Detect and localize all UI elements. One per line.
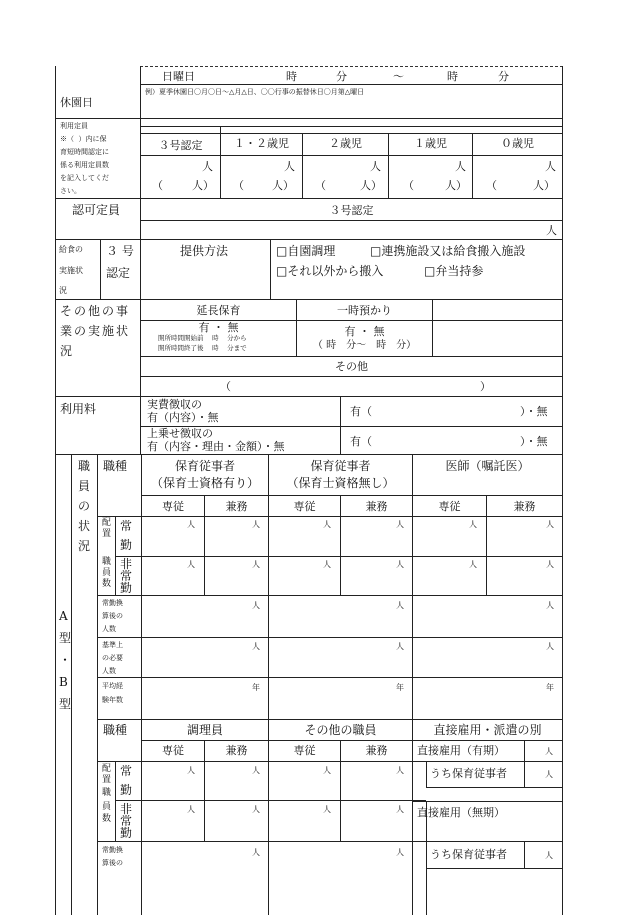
part-time-header: 兼務 — [365, 500, 388, 513]
unit-mark: 人 — [252, 520, 260, 529]
unit-mark: 人 — [396, 805, 404, 814]
unit-mark: 人 — [546, 520, 554, 529]
assigned-staff-label: 数 — [102, 814, 112, 824]
job-type-label-2: 職種 — [103, 723, 128, 737]
full-time-header: 専従 — [438, 500, 461, 513]
paren-open: （ — [486, 179, 497, 192]
type-ab-label: B — [59, 675, 68, 689]
unit-mark: 人 — [469, 520, 477, 529]
nonregular-label: 常 — [120, 569, 133, 583]
nonregular-label: 非 — [120, 557, 133, 571]
meal-option-bento[interactable]: □弁当持参 — [424, 264, 484, 278]
unit-mark: 人 — [252, 848, 260, 857]
assigned-staff-label: 配 — [102, 518, 112, 528]
approved-type3-header: ３号認定 — [329, 204, 374, 217]
nonregular-label: 勤 — [120, 826, 133, 840]
unit-mark: 人 — [546, 560, 554, 569]
required-label: の必要 — [102, 654, 123, 662]
part-time-header: 兼務 — [225, 500, 248, 513]
unit-mark: 人 — [396, 560, 404, 569]
capacity-header-1-2: １・２歳児 — [234, 137, 289, 150]
direct-fixed-term: 直接雇用（有期） — [417, 744, 505, 757]
capacity-note-line: ※（ ）内に保 — [60, 135, 107, 143]
job-type-label: 職種 — [103, 459, 128, 473]
other-label-line: 業の実施状 — [60, 324, 131, 338]
full-time-header: 専従 — [293, 500, 316, 513]
unit-mark: 人 — [252, 805, 260, 814]
assigned-staff-label: 数 — [102, 579, 112, 589]
fee-extra-line: 有（内容・理由・金額）・無 — [147, 440, 285, 453]
fte-label: 算後の — [102, 859, 123, 867]
other-staff-header: その他の職員 — [304, 723, 377, 737]
unit-mark: 人 — [396, 766, 404, 775]
approved-capacity-label: 認可定員 — [72, 203, 121, 217]
type-ab-label: 型 — [59, 631, 72, 645]
required-label: 人数 — [102, 667, 116, 675]
tilde: ～ — [393, 70, 404, 83]
capacity-header-0: ０歳児 — [501, 137, 534, 150]
meal-option-other[interactable]: □それ以外から搬入 — [276, 264, 384, 278]
assigned-staff-label: 置 — [102, 529, 112, 539]
full-time-header: 専従 — [162, 744, 184, 757]
capacity-unit: 人 — [370, 160, 381, 173]
regular-label: 勤 — [120, 538, 133, 552]
capacity-unit: 人 — [545, 160, 556, 173]
staff-status-label: 員 — [78, 479, 91, 493]
paren-open: （ — [233, 179, 244, 192]
childcare-qualified-header: 保育従事者 — [174, 459, 235, 473]
fte-label: 常勤換 — [102, 599, 123, 607]
extended-yes-no: 有 ・ 無 — [198, 321, 239, 334]
regular-label: 勤 — [120, 783, 133, 797]
other-label-line: その他の事 — [60, 304, 131, 318]
cook-header: 調理員 — [186, 723, 223, 737]
capacity-header-1: １歳児 — [414, 137, 447, 150]
extended-before-open: 開所時間開始前 時 分から — [158, 334, 247, 342]
direct-dispatch-header: 直接雇用・派遣の別 — [433, 723, 542, 737]
unit-mark: 人 — [323, 520, 331, 529]
unit-mark: 人 — [396, 601, 404, 610]
full-time-header: 専従 — [162, 500, 184, 513]
unit-mark: 人 — [546, 601, 554, 610]
meal-label-line: 況 — [59, 286, 67, 295]
type-ab-label: ・ — [59, 653, 72, 667]
unit-mark: 人 — [545, 851, 553, 860]
capacity-unit: 人 — [455, 160, 466, 173]
unit-mark: 人 — [396, 520, 404, 529]
fee-extra-no: ）・無 — [520, 435, 548, 448]
temporary-yes-no: 有 ・ 無 — [344, 325, 385, 338]
capacity-note-line: さい。 — [60, 187, 81, 195]
regular-label: 常 — [120, 519, 133, 533]
avg-years-label: 平均経 — [102, 682, 123, 690]
childcare-qualified-sub: （保育士資格有り） — [150, 476, 259, 490]
minute-b: 分 — [498, 70, 509, 83]
assigned-staff-label: 員 — [102, 802, 112, 812]
unit-mark: 人 — [187, 560, 195, 569]
temporary-time-range: （ 時 分～ 時 分） — [312, 340, 417, 351]
nonregular-label: 非 — [120, 802, 133, 816]
avg-years-label: 験年数 — [102, 696, 123, 704]
meal-cert-line: ３ 号 — [106, 244, 134, 258]
childcare-unqualified-header: 保育従事者 — [310, 459, 371, 473]
paren-unit: 人） — [445, 179, 467, 192]
meal-label-line: 給食の — [59, 245, 83, 254]
fte-label: 算後の — [102, 612, 123, 620]
hour-a: 時 — [286, 70, 297, 83]
paren-open: （ — [315, 179, 326, 192]
unit-mark: 人 — [546, 642, 554, 651]
paren-unit: 人） — [360, 179, 382, 192]
capacity-unit: 人 — [202, 160, 213, 173]
regular-label: 常 — [120, 764, 133, 778]
unit-mark: 人 — [396, 642, 404, 651]
approved-unit: 人 — [546, 224, 557, 237]
unit-mark: 人 — [252, 642, 260, 651]
unit-mark: 人 — [469, 560, 477, 569]
capacity-unit: 人 — [284, 160, 295, 173]
unit-mark: 人 — [252, 601, 260, 610]
left-border — [55, 66, 56, 915]
fte-label: 人数 — [102, 625, 116, 633]
fte-label: 常勤換 — [102, 846, 123, 854]
capacity-note-line: 利用定員 — [60, 122, 88, 130]
assigned-staff-label: 職 — [102, 557, 112, 567]
top-dashed-border — [140, 66, 563, 67]
fee-actual-yes: 有（ — [350, 405, 372, 418]
unit-mark: 人 — [545, 747, 553, 756]
paren-open: （ — [220, 380, 231, 393]
assigned-staff-label: 配 — [102, 764, 112, 774]
other-label-line: 況 — [60, 344, 73, 358]
required-label: 基準上 — [102, 641, 123, 649]
fee-extra-yes: 有（ — [350, 435, 372, 448]
meal-option-in-house[interactable]: □自園調理 — [276, 244, 336, 258]
closed-day-example: 例）夏季休園日〇月〇日～△月△日、〇〇行事の振替休日〇月第△曜日 — [145, 88, 365, 96]
paren-close: ） — [480, 380, 491, 393]
year-mark: 年 — [546, 683, 554, 692]
staff-status-label: 職 — [78, 459, 91, 473]
part-time-header: 兼務 — [513, 500, 536, 513]
capacity-header-type3: ３号認定 — [158, 139, 203, 152]
unit-mark: 人 — [323, 766, 331, 775]
assigned-staff-label: 員 — [102, 568, 112, 578]
capacity-header-2: ２歳児 — [329, 137, 362, 150]
nonregular-label: 常 — [120, 814, 133, 828]
sunday-text: 日曜日 — [162, 70, 195, 83]
direct-permanent: 直接雇用（無期） — [417, 806, 505, 819]
paren-unit: 人） — [192, 179, 214, 192]
staff-status-label: 況 — [78, 539, 91, 553]
nonregular-label: 勤 — [120, 581, 133, 595]
type-ab-label: 型 — [59, 697, 72, 711]
year-mark: 年 — [396, 683, 404, 692]
unit-mark: 人 — [187, 805, 195, 814]
unit-mark: 人 — [252, 560, 260, 569]
meal-option-partner[interactable]: □連携施設又は給食搬入施設 — [370, 244, 526, 258]
meal-cert-line: 認定 — [106, 266, 131, 280]
meal-label-line: 実施状 — [59, 266, 83, 275]
fee-label: 利用料 — [60, 402, 97, 416]
part-time-header: 兼務 — [365, 744, 388, 757]
unit-mark: 人 — [323, 560, 331, 569]
part-time-header: 兼務 — [225, 744, 248, 757]
paren-unit: 人） — [272, 179, 294, 192]
fee-actual-no: ）・無 — [520, 405, 548, 418]
unit-mark: 人 — [252, 766, 260, 775]
fee-actual-line: 実費徴収の — [147, 398, 202, 411]
paren-open: （ — [152, 179, 163, 192]
full-time-header: 専従 — [293, 744, 316, 757]
extended-care-header: 延長保育 — [196, 304, 241, 317]
right-border — [562, 66, 563, 915]
fee-actual-line: 有（内容）・無 — [147, 411, 219, 424]
hour-b: 時 — [447, 70, 458, 83]
unit-mark: 人 — [187, 520, 195, 529]
of-which-childcare-2: うち保育従事者 — [430, 848, 507, 861]
fee-extra-line: 上乗せ徴収の — [147, 427, 213, 440]
assigned-staff-label: 職 — [102, 788, 112, 798]
assigned-staff-label: 置 — [102, 775, 112, 785]
other-services-header: その他 — [335, 360, 368, 373]
paren-unit: 人） — [533, 179, 555, 192]
staff-status-label: 状 — [78, 519, 91, 533]
capacity-note-line: 育短時間認定に — [60, 148, 109, 156]
minute-a: 分 — [336, 70, 347, 83]
paren-open: （ — [403, 179, 414, 192]
type-ab-label: A — [59, 609, 68, 623]
closed-day-label: 休園日 — [60, 96, 93, 109]
doctor-header: 医師（嘱託医） — [445, 459, 530, 473]
year-mark: 年 — [252, 683, 260, 692]
meal-method-label: 提供方法 — [180, 244, 229, 258]
of-which-childcare-1: うち保育従事者 — [430, 767, 507, 780]
temporary-care-header: 一時預かり — [337, 304, 392, 317]
unit-mark: 人 — [396, 848, 404, 857]
unit-mark: 人 — [187, 766, 195, 775]
capacity-note-line: 係る利用定員数 — [60, 161, 109, 169]
extended-after-close: 開所時間終了後 時 分まで — [158, 344, 247, 352]
unit-mark: 人 — [323, 805, 331, 814]
capacity-note-line: を記入してくだ — [60, 174, 109, 182]
staff-status-label: の — [78, 499, 91, 513]
childcare-unqualified-sub: （保育士資格無し） — [286, 476, 395, 490]
unit-mark: 人 — [545, 770, 553, 779]
